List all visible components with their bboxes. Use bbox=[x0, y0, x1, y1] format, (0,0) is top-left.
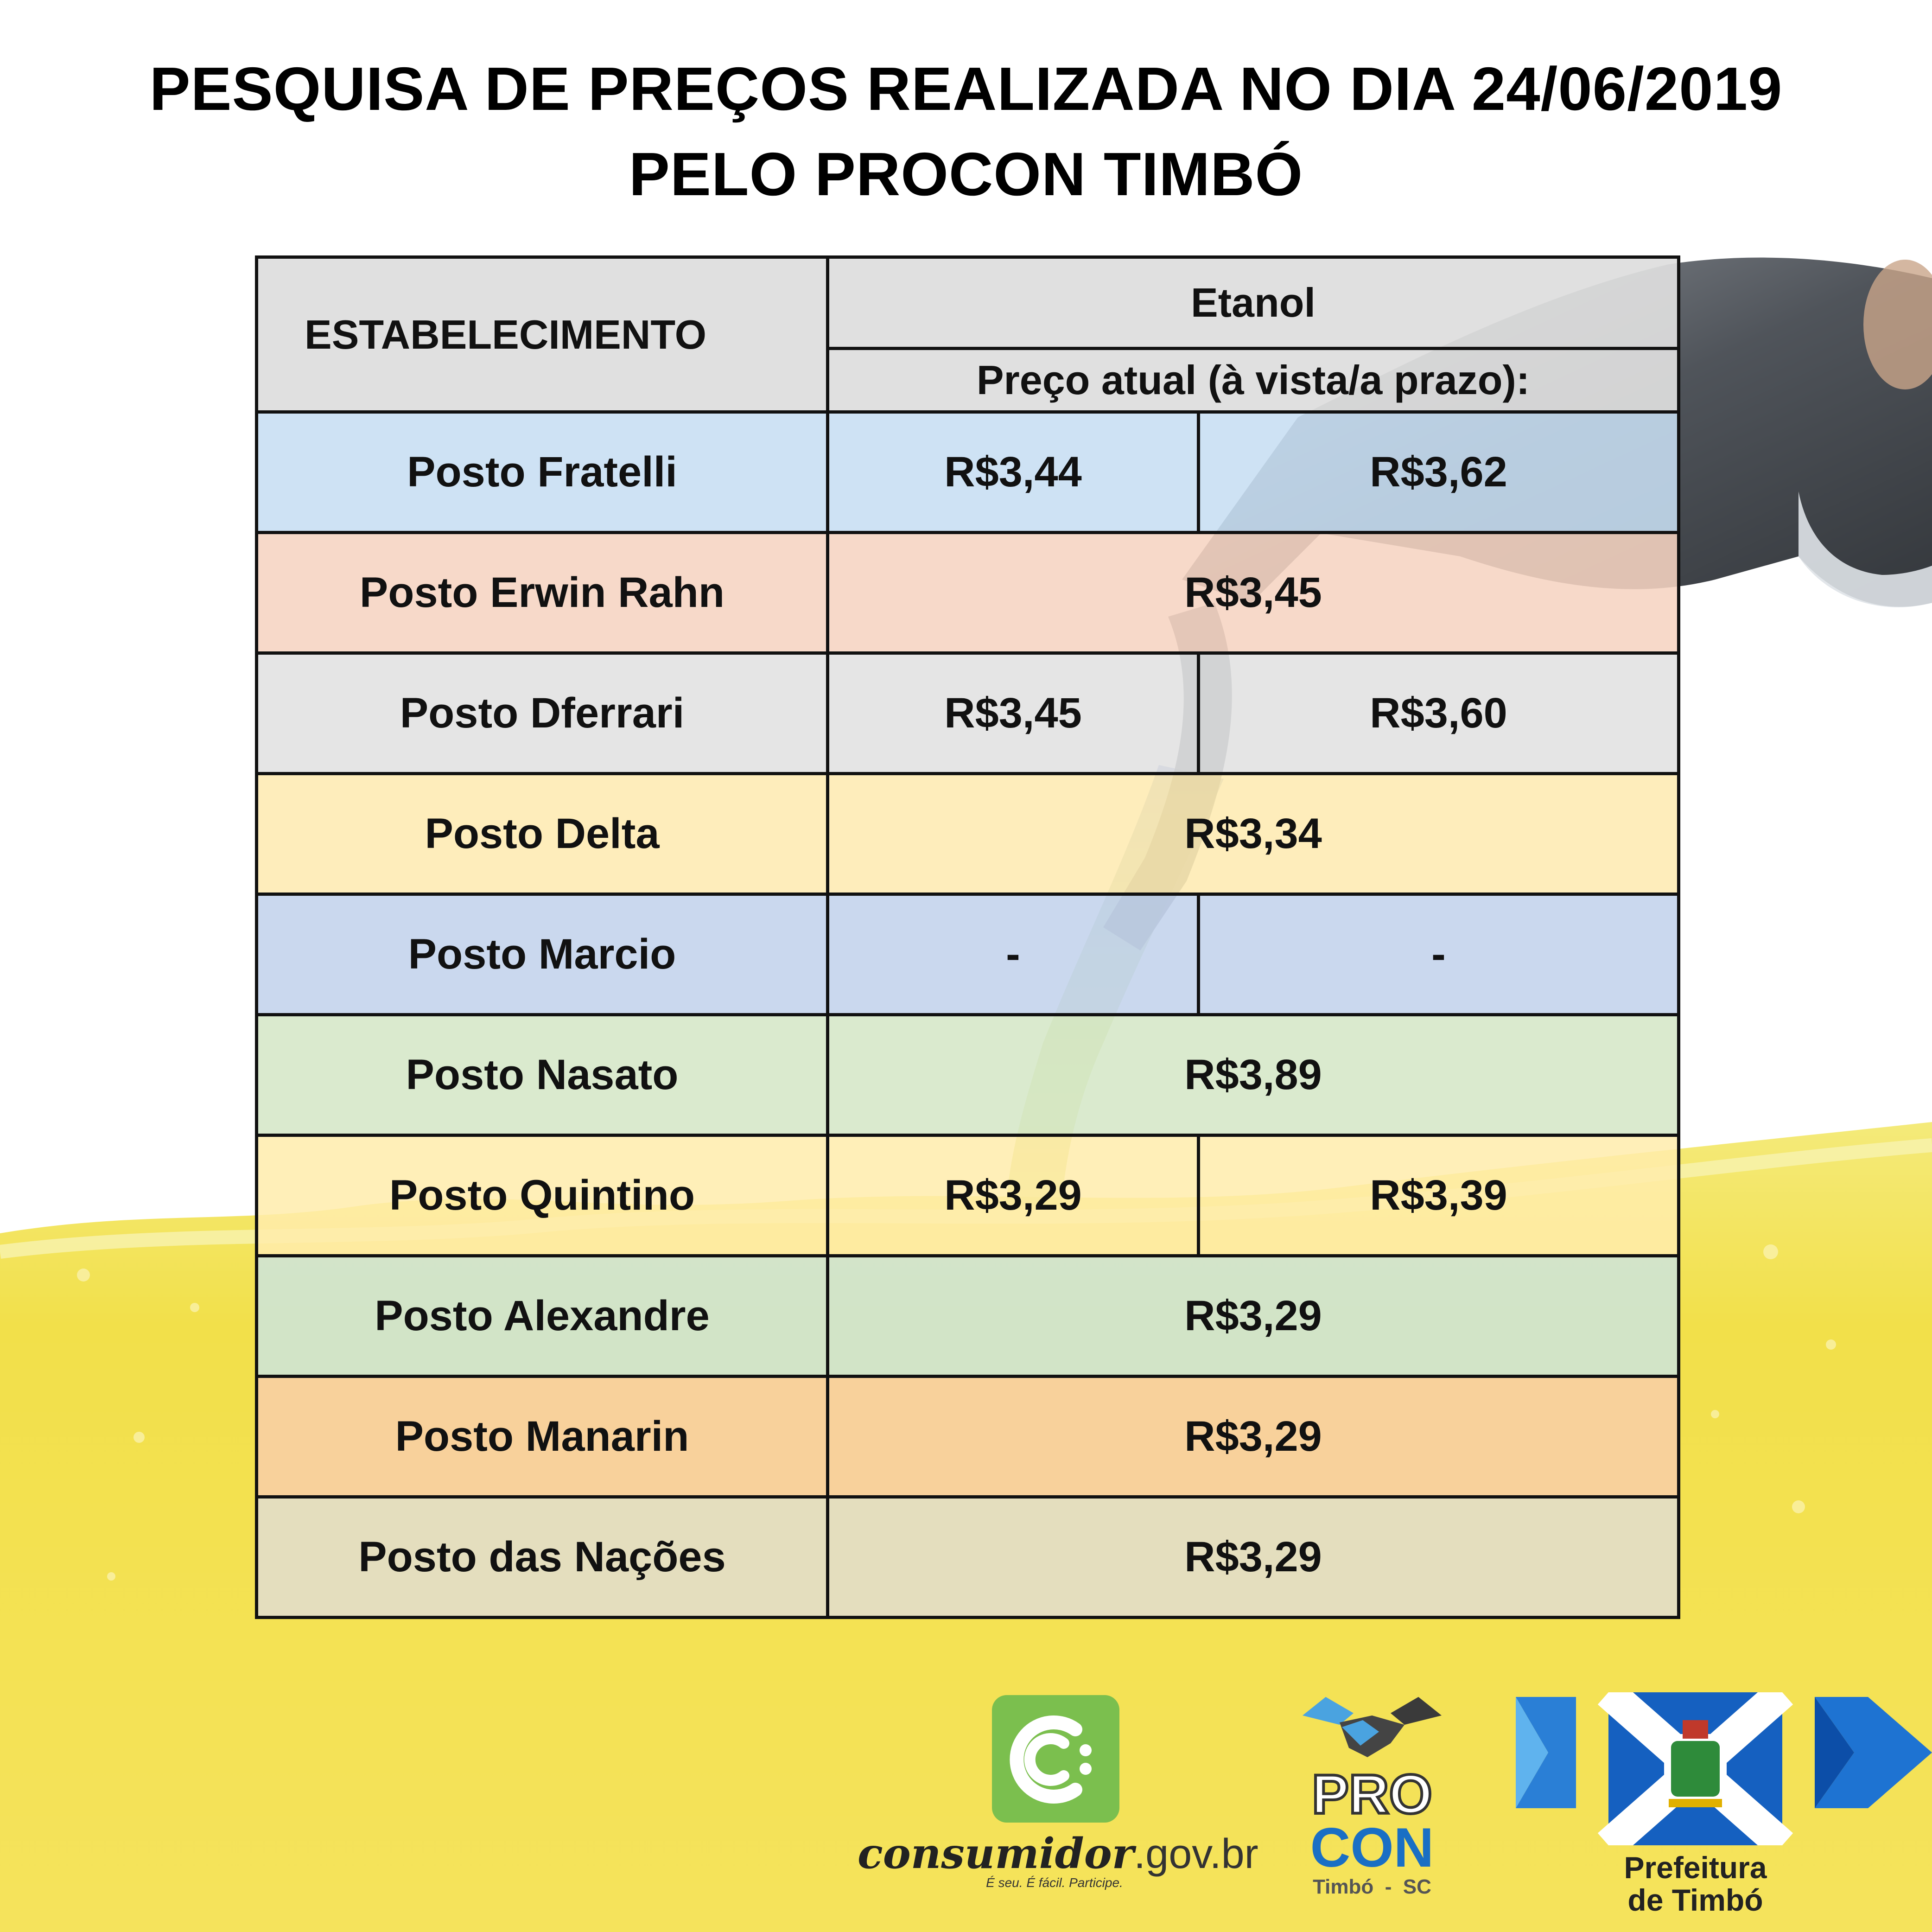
header-establishment: ESTABELECIMENTO bbox=[257, 257, 828, 412]
procon-city: Timbó - SC bbox=[1313, 1875, 1431, 1898]
table-row bbox=[257, 894, 1679, 1015]
price-cash: R$3,45 bbox=[828, 653, 1199, 774]
price-cash: R$3,44 bbox=[828, 412, 1199, 533]
title-line-1: PESQUISA DE PREÇOS REALIZADA NO DIA 24/06/2019 bbox=[149, 55, 1783, 123]
table-header-row bbox=[257, 257, 1679, 349]
price-single: R$3,45 bbox=[828, 533, 1679, 653]
prefeitura-timbo-logo bbox=[1516, 1692, 1932, 1917]
table-row bbox=[257, 1256, 1679, 1377]
table-row bbox=[257, 533, 1679, 653]
consumidor-brand-text: consumidor bbox=[858, 1829, 1134, 1878]
price-single: R$3,34 bbox=[828, 774, 1679, 894]
station-name: Posto Alexandre bbox=[257, 1256, 828, 1377]
page-title bbox=[0, 46, 1932, 217]
station-name: Posto das Nações bbox=[257, 1497, 828, 1618]
table-row bbox=[257, 1377, 1679, 1497]
prefeitura-text-line1: Prefeitura bbox=[1624, 1850, 1767, 1885]
price-single: R$3,89 bbox=[828, 1015, 1679, 1135]
timbo-flag-icon bbox=[1516, 1692, 1932, 1845]
price-single: R$3,29 bbox=[828, 1256, 1679, 1377]
title-line-2: PELO PROCON TIMBÓ bbox=[629, 140, 1303, 208]
station-name: Posto Dferrari bbox=[257, 653, 828, 774]
procon-text-line1: PRO bbox=[1311, 1763, 1433, 1825]
consumidor-gov-logo bbox=[858, 1692, 1258, 1890]
price-term: R$3,60 bbox=[1199, 653, 1679, 774]
table-row bbox=[257, 412, 1679, 533]
price-term: R$3,62 bbox=[1199, 412, 1679, 533]
consumidor-icon bbox=[858, 1692, 1252, 1827]
price-cash: R$3,29 bbox=[828, 1135, 1199, 1256]
station-name: Posto Marcio bbox=[257, 894, 828, 1015]
procon-logo bbox=[1298, 1688, 1446, 1906]
fuel-price-table bbox=[255, 255, 1680, 1619]
price-term: - bbox=[1199, 894, 1679, 1015]
station-name: Posto Manarin bbox=[257, 1377, 828, 1497]
header-fuel-type: Etanol bbox=[828, 257, 1679, 349]
price-cash: - bbox=[828, 894, 1199, 1015]
procon-text-line2: CON bbox=[1310, 1817, 1434, 1879]
price-single: R$3,29 bbox=[828, 1497, 1679, 1618]
table-row bbox=[257, 653, 1679, 774]
consumidor-tagline: É seu. É fácil. Participe. bbox=[986, 1875, 1123, 1890]
header-price-type: Preço atual (à vista/a prazo): bbox=[828, 349, 1679, 412]
station-name: Posto Delta bbox=[257, 774, 828, 894]
table-row bbox=[257, 1015, 1679, 1135]
handshake-icon bbox=[1298, 1688, 1446, 1766]
consumidor-domain-text: .gov.br bbox=[1134, 1831, 1258, 1877]
station-name: Posto Fratelli bbox=[257, 412, 828, 533]
price-single: R$3,29 bbox=[828, 1377, 1679, 1497]
table-row bbox=[257, 1135, 1679, 1256]
price-term: R$3,39 bbox=[1199, 1135, 1679, 1256]
station-name: Posto Quintino bbox=[257, 1135, 828, 1256]
station-name: Posto Nasato bbox=[257, 1015, 828, 1135]
table-row bbox=[257, 1497, 1679, 1618]
station-name: Posto Erwin Rahn bbox=[257, 533, 828, 653]
table-row bbox=[257, 774, 1679, 894]
prefeitura-text-line2: de Timbó bbox=[1627, 1883, 1763, 1917]
